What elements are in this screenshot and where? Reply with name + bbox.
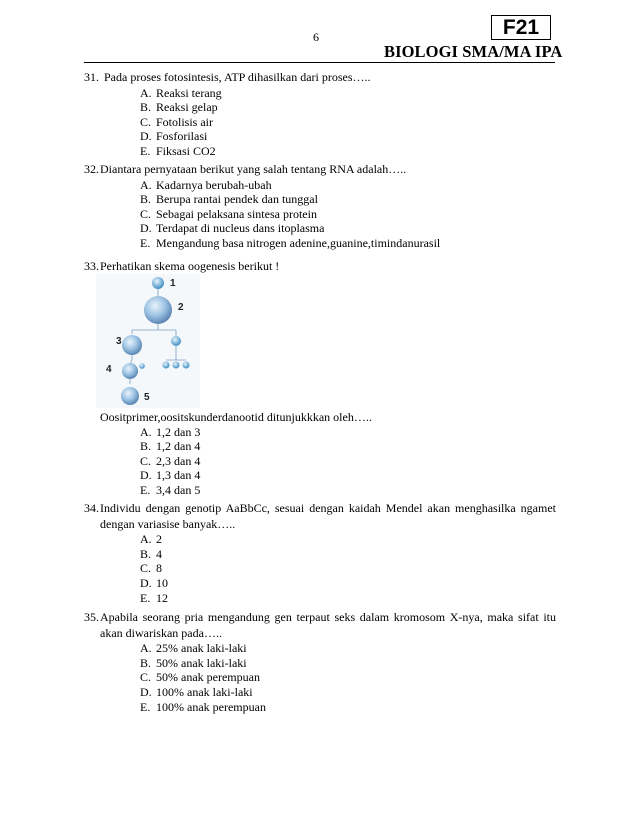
option-c[interactable] [140,207,556,222]
option-letter: C. [140,206,152,221]
option-text: 3,4 dan 5 [156,482,201,497]
option-letter: C. [140,453,152,468]
option-text: Fotolisis air [156,114,214,129]
primary-oocyte-cell [144,296,172,324]
option-text: Reaksi terang [156,85,222,100]
option-b[interactable] [140,192,556,207]
option-d[interactable] [140,576,556,591]
ootid-cell [122,363,138,379]
diagram-background [96,274,200,408]
diagram-label-5: 5 [144,392,150,403]
option-text: Reaksi gelap [156,100,218,115]
header-rule [84,62,555,63]
option-letter: A. [140,177,152,192]
option-d[interactable] [140,468,556,483]
option-text: 10 [156,575,168,590]
question-number: 31. [84,70,99,84]
option-letter: D. [140,575,152,590]
option-text: Sebagai pelaksana sintesa protein [156,206,317,221]
option-letter: B. [140,192,152,207]
option-e[interactable] [140,700,556,715]
option-d[interactable] [140,129,556,144]
option-d[interactable] [140,221,556,236]
option-b[interactable] [140,439,556,454]
option-text: 25% anak laki-laki [156,641,247,656]
option-letter: D. [140,221,152,236]
option-letter: B. [140,546,152,561]
option-d[interactable] [140,685,556,700]
diagram-label-3: 3 [116,336,122,347]
question-32 [84,162,556,251]
option-letter: D. [140,468,152,483]
option-letter: B. [140,439,152,454]
question-number: 32. [84,162,99,176]
option-letter: D. [140,684,152,699]
option-c[interactable] [140,454,556,469]
oogonium-cell [152,277,164,289]
question-35 [84,610,556,714]
option-letter: A. [140,424,152,439]
option-letter: A. [140,532,152,547]
option-text: 8 [156,561,162,576]
option-a[interactable] [140,86,556,101]
diagram-label-4: 4 [106,364,112,375]
option-letter: E. [140,482,151,497]
option-c[interactable] [140,670,556,685]
ovum-cell [121,387,139,405]
option-text: 2 [156,532,162,547]
diagram-label-2: 2 [178,302,184,313]
option-letter: B. [140,100,152,115]
question-31 [84,70,556,159]
question-text: Pada proses fotosintesis, ATP dihasilkan dari proses….. [104,70,371,84]
question-followup: Oositprimer,oositskunderdanootid ditunjukkkan oleh….. [100,410,372,424]
question-34 [84,501,556,605]
options-list [84,178,556,251]
diagram-label-1: 1 [170,278,176,289]
subject-title: BIOLOGI SMA/MA IPA [384,42,563,61]
option-letter: A. [140,641,152,656]
options-list [84,86,556,159]
option-text: 2,3 dan 4 [156,453,201,468]
option-b[interactable] [140,100,556,115]
first-polar-body-cell [171,336,181,346]
option-letter: D. [140,129,152,144]
option-text: Kadarnya berubah-ubah [156,177,272,192]
option-text: 1,3 dan 4 [156,468,201,483]
option-text: 4 [156,546,162,561]
page-number: 6 [313,30,319,44]
option-text: Terdapat di nucleus dans itoplasma [156,221,325,236]
option-b[interactable] [140,656,556,671]
option-text: Berupa rantai pendek dan tunggal [156,192,318,207]
exam-code-box: F21 [491,15,551,40]
options-list [84,425,556,498]
option-letter: E. [140,235,151,250]
polar-body-cell [139,363,145,369]
option-letter: C. [140,561,152,576]
option-text: Fiksasi CO2 [156,143,216,158]
polar-body-cell [183,362,190,369]
question-number: 33. [84,259,99,273]
option-text: 12 [156,590,168,605]
option-e[interactable] [140,483,556,498]
option-a[interactable] [140,425,556,440]
option-letter: A. [140,85,152,100]
option-letter: C. [140,114,152,129]
option-letter: E. [140,699,151,714]
option-a[interactable] [140,178,556,193]
option-letter: B. [140,655,152,670]
option-letter: E. [140,590,151,605]
option-b[interactable] [140,547,556,562]
option-text: 1,2 dan 4 [156,439,201,454]
polar-body-cell [163,362,170,369]
question-33 [84,259,556,275]
option-letter: C. [140,670,152,685]
option-text: 50% anak laki-laki [156,655,247,670]
option-e[interactable] [140,144,556,159]
secondary-oocyte-cell [122,335,142,355]
question-text: Individu dengan genotip AaBbCc, sesuai dengan kaidah Mendel akan menghasilka ngamet dengan variasise banyak….. [100,501,556,531]
option-text: Fosforilasi [156,129,208,144]
option-text: 50% anak perempuan [156,670,260,685]
option-c[interactable] [140,561,556,576]
option-a[interactable] [140,532,556,547]
option-c[interactable] [140,115,556,130]
option-e[interactable] [140,591,556,606]
question-text: Perhatikan skema oogenesis berikut ! [100,259,280,273]
question-text: Apabila seorang pria mengandung gen terpaut seks dalam kromosom X-nya, maka sifat itu akan diwariskan pada….. [100,610,556,640]
option-letter: E. [140,143,151,158]
option-a[interactable] [140,641,556,656]
question-number: 34. [84,501,99,515]
question-number: 35. [84,610,99,624]
option-text: 100% anak laki-laki [156,684,253,699]
question-text: Diantara pernyataan berikut yang salah tentang RNA adalah….. [100,162,407,176]
question-33-continued [84,408,556,498]
options-list [84,641,556,714]
option-e[interactable] [140,236,556,251]
options-list [84,532,556,605]
option-text: 100% anak perempuan [156,699,266,714]
option-text: Mengandung basa nitrogen adenine,guanine,timindanurasil [156,235,441,250]
option-text: 1,2 dan 3 [156,424,201,439]
oogenesis-diagram [96,274,200,408]
polar-body-cell [173,362,180,369]
